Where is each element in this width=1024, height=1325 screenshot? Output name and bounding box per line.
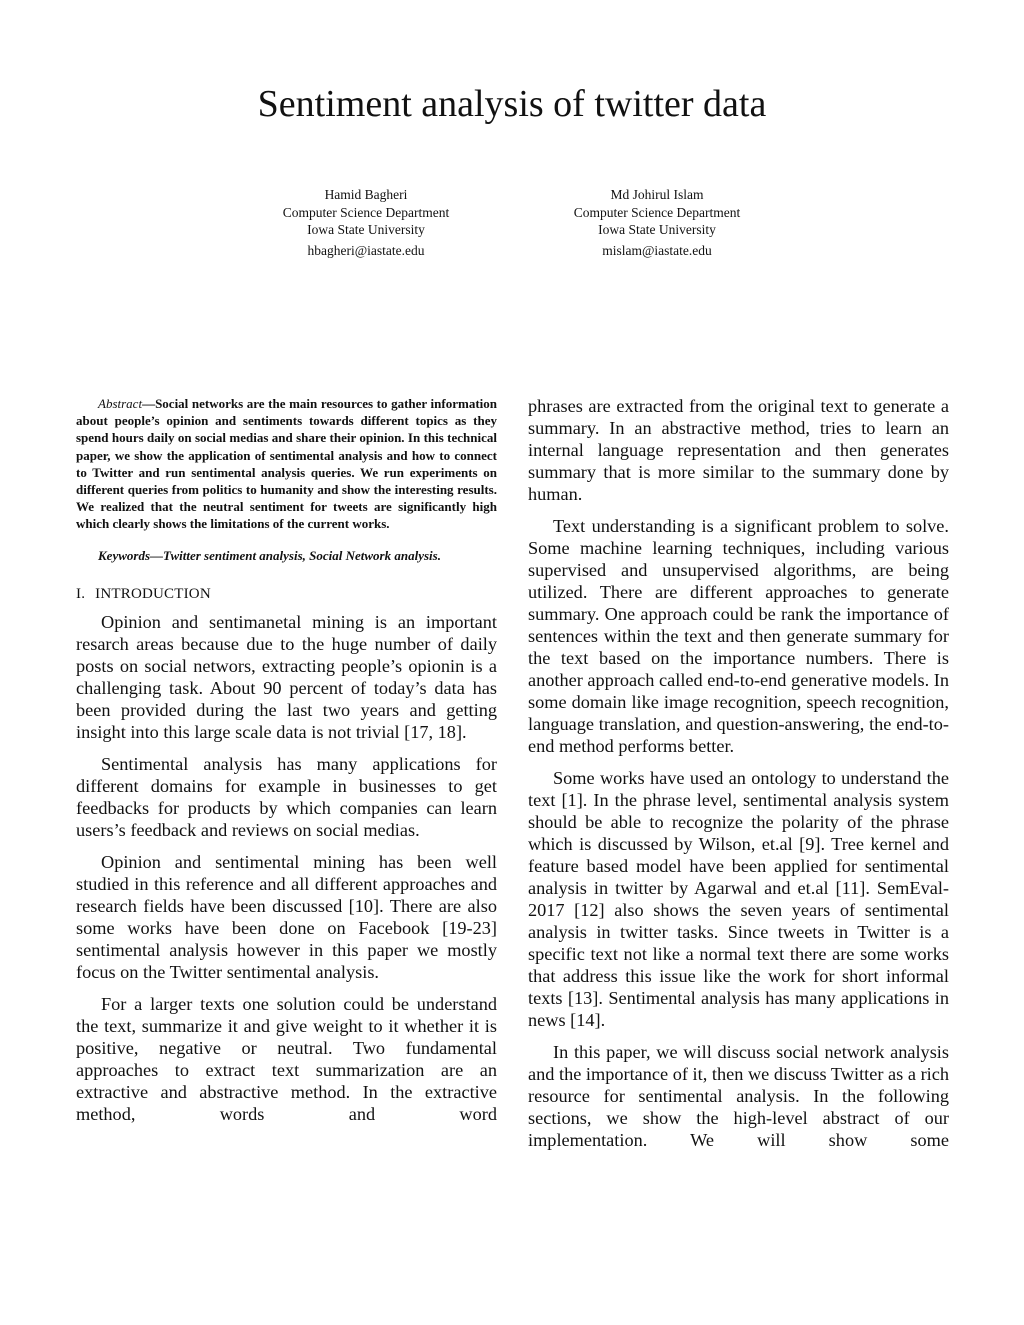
paragraph: phrases are extracted from the original text to generate a summary. In an abstractive method, tries to learn an internal language representation and then generates summary that is more similar to the summary done by human. [528,396,949,504]
paragraph: Some works have used an ontology to understand the text [1]. In the phrase level, sentimental analysis system should be able to recognize the polarity of the phrase which is discussed by Wilson, et.al [9]. Tree kernel and feature based model have been applied for sentimental analysis in twitter by Agarwal and et.al [11]. SemEval-2017 [12] also shows the seven years of sentimental analysis in twitter tasks. Since tweets in Twitter is a specific text not like a normal text there are some works that address this issue like the work for short informal texts [13]. Sentimental analysis has many applications in news [14]. [528,768,949,1030]
section-title: INTRODUCTION [95,585,211,602]
author-name: Md Johirul Islam [610,187,704,202]
paragraph: Text understanding is a significant problem to solve. Some machine learning techniques, including various supervised and unsupervised algorithms, are being utilized. There are different approaches to generate summary. One approach could be rank the importance of sentences within the text and then generate summary for the text based on the importance numbers. There is another approach called end-to-end generative models. In some domain like image recognition, speech recognition, language translation, and question-answering, the end-to-end method performs better. [528,516,949,756]
paragraph: Sentimental analysis has many applications for different domains for example in businesses to get feedbacks for products by which companies can learn users’s feedback and reviews on social medias. [76,753,497,840]
author-department: Computer Science Department [573,204,741,220]
author-block [236,186,496,259]
author-name: Hamid Bagheri [324,187,408,202]
keywords: Keywords—Twitter sentiment analysis, Social Network analysis. [98,547,441,563]
right-column [528,395,949,1161]
section-number: I. [76,585,86,602]
author-university: Iowa State University [598,222,716,237]
section-heading [76,586,497,603]
paragraph: Opinion and sentimanetal mining is an important resarch areas because due to the huge number of daily posts on social networs, extracting people’s opionin is a challenging task. About 90 percent of today’s data has been provided during the last two years and getting insight into this large scale data is not trivial [17, 18]. [76,611,497,742]
author-email: mislam@iastate.edu [602,242,712,258]
author-department: Computer Science Department [282,204,450,220]
abstract [76,395,497,533]
left-column [76,395,497,1135]
paragraph: For a larger texts one solution could be understand the text, summarize it and give weight to it whether it is positive, negative or neutral. Two fundamental approaches to extract text summarization are an extractive and abstractive method. In the extractive method, words and word [76,993,497,1124]
author-email: hbagheri@iastate.edu [307,242,425,258]
abstract-label: Abstract [98,396,143,411]
abstract-text: —Social networks are the main resources to gather information about people’s opinion and sentiments towards different topics as they spend hours daily on social medias and share their opinion. In this technical paper, we show the application of sentimental analysis and how to connect to Twitter and run sentimental analysis queries. We run experiments on different queries from politics to humanity and show the interesting results. We realized that the neutral sentiment for tweets are significantly high which clearly shows the limitations of the current works. [76,396,497,532]
author-university: Iowa State University [307,222,425,237]
author-block [527,186,787,259]
paper-title: Sentiment analysis of twitter data [257,83,767,125]
paragraph: Opinion and sentimental mining has been well studied in this reference and all different approaches and research fields have been discussed [10]. There are also some works have been done on Facebook [19-23] sentimental analysis however in this paper we mostly focus on the Twitter sentimental analysis. [76,851,497,982]
paragraph: In this paper, we will discuss social network analysis and the importance of it, then we discuss Twitter as a rich resource for sentimental analysis. In the following sections, we show the high-level abstract of our implementation. We will show some [528,1042,949,1150]
